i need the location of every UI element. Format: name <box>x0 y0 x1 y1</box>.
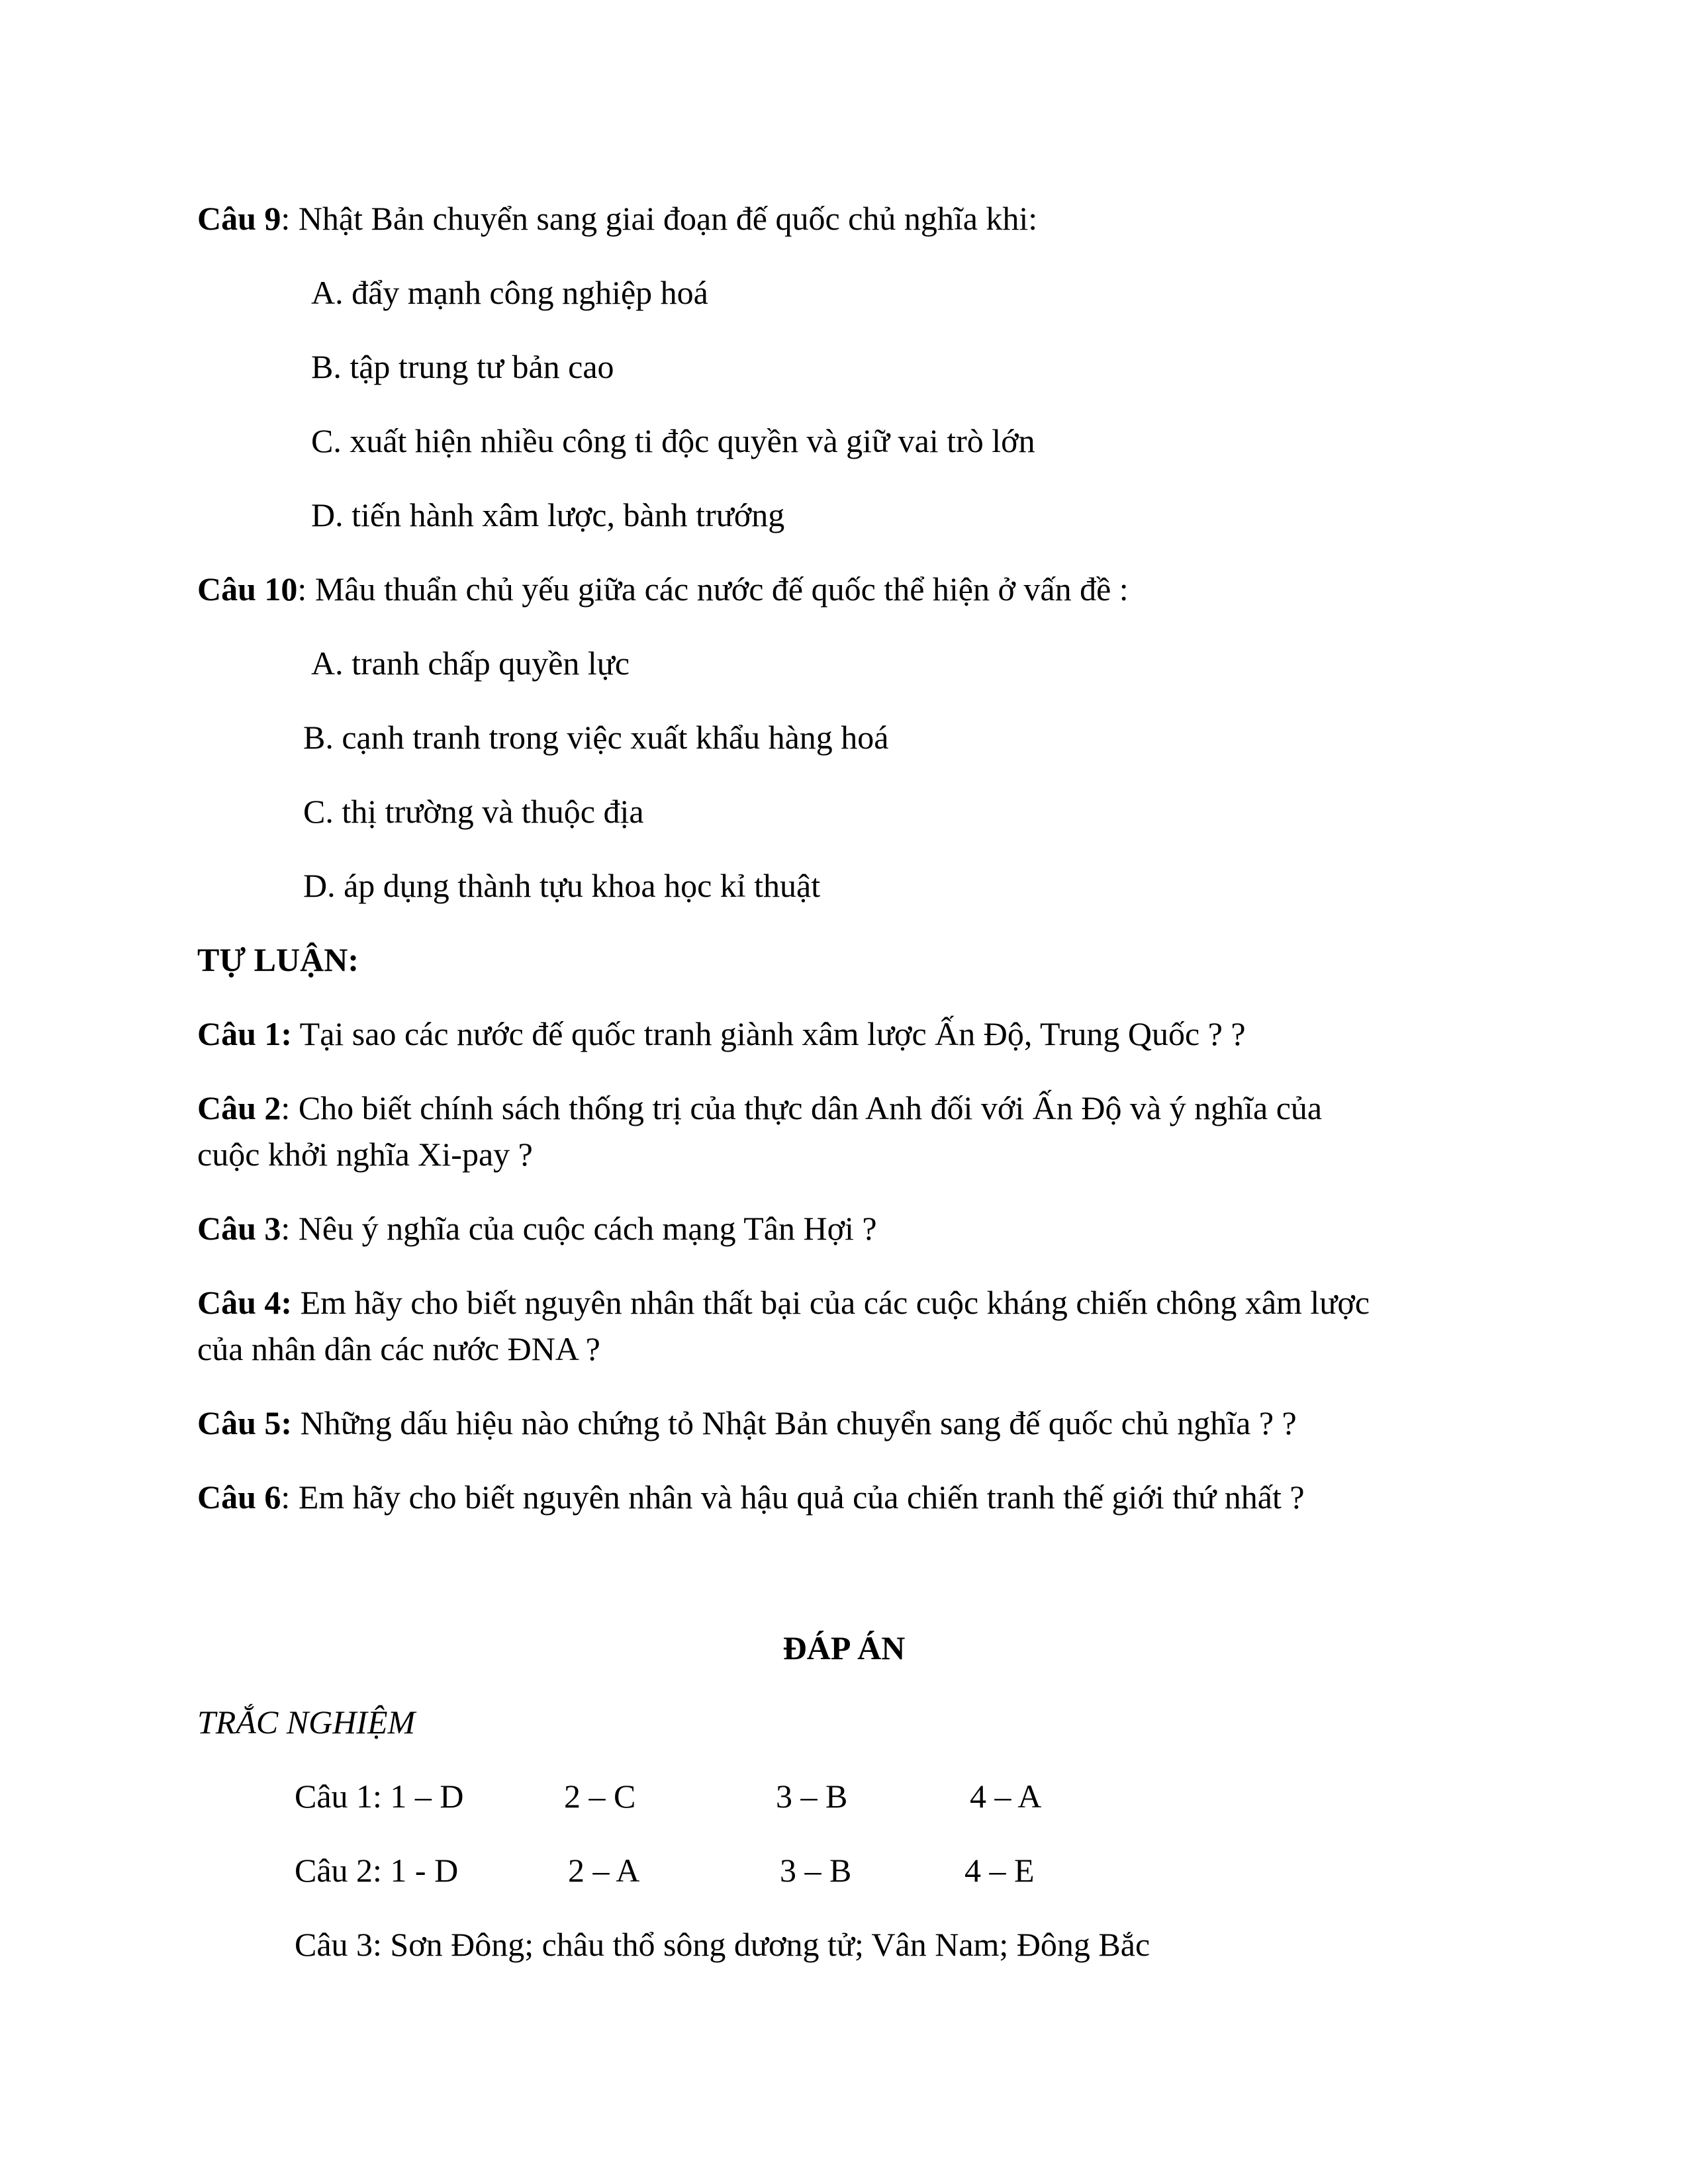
question-text: : Nhật Bản chuyển sang giai đoạn đế quốc chủ nghĩa khi: <box>281 200 1038 237</box>
question-10 <box>197 569 1129 609</box>
question-label: Câu 4: <box>197 1284 293 1321</box>
answers-subheading: TRẮC NGHIỆM <box>197 1704 416 1741</box>
question-text: : Cho biết chính sách thống trị của thực dân Anh đối với Ấn Độ và ý nghĩa của <box>281 1089 1323 1126</box>
answers-heading: ĐÁP ÁN <box>782 1629 906 1666</box>
answer-cell: 2 – C <box>564 1778 636 1815</box>
question-9-option-a: A. đẩy mạnh công nghiệp hoá <box>311 274 708 311</box>
question-label: Câu 6 <box>197 1479 281 1516</box>
question-text: Em hãy cho biết nguyên nhân thất bại của các cuộc kháng chiến chông xâm lược <box>292 1284 1370 1321</box>
question-text: Tại sao các nước đế quốc tranh giành xâm lược Ấn Độ, Trung Quốc ? ? <box>292 1015 1246 1052</box>
question-text: Những dấu hiệu nào chứng tỏ Nhật Bản chuyển sang đế quốc chủ nghĩa ? ? <box>292 1404 1297 1441</box>
essay-question-3 <box>197 1208 877 1248</box>
question-9-option-d: D. tiến hành xâm lược, bành trướng <box>311 496 785 533</box>
answer-cell: 3 – B <box>780 1852 852 1889</box>
essay-question-5 <box>197 1403 1297 1443</box>
question-label: Câu 1: <box>197 1015 293 1052</box>
essay-heading: TỰ LUẬN: <box>197 941 359 978</box>
question-text: : Mâu thuẩn chủ yếu giữa các nước đế quốc thể hiện ở vấn đề : <box>297 570 1129 608</box>
question-text: : Nêu ý nghĩa của cuộc cách mạng Tân Hợi ? <box>281 1210 877 1247</box>
question-text: : Em hãy cho biết nguyên nhân và hậu quả của chiến tranh thế giới thứ nhất ? <box>281 1479 1305 1516</box>
answer-cell: 4 – A <box>970 1778 1042 1815</box>
essay-question-6 <box>197 1477 1305 1517</box>
question-label: Câu 2 <box>197 1089 281 1126</box>
question-label: Câu 3 <box>197 1210 281 1247</box>
answer-cell: Câu 1: 1 – D <box>295 1778 464 1815</box>
question-label: Câu 10 <box>197 570 298 608</box>
question-label: Câu 9 <box>197 200 281 237</box>
question-9 <box>197 199 1037 238</box>
essay-question-1 <box>197 1014 1246 1054</box>
answer-cell: 4 – E <box>964 1852 1035 1889</box>
question-9-option-c: C. xuất hiện nhiều công ti độc quyền và giữ vai trò lớn <box>311 422 1035 459</box>
question-10-option-c: C. thị trường và thuộc địa <box>303 793 644 830</box>
question-10-option-d: D. áp dụng thành tựu khoa học kỉ thuật <box>303 867 821 904</box>
essay-question-2 <box>197 1088 1322 1128</box>
essay-question-2-continued: cuộc khởi nghĩa Xi-pay ? <box>197 1136 533 1173</box>
answer-row-3: Câu 3: Sơn Đông; châu thổ sông dương tử; Vân Nam; Đông Bắc <box>295 1926 1150 1963</box>
question-10-option-b: B. cạnh tranh trong việc xuất khẩu hàng hoá <box>303 719 889 756</box>
essay-question-4 <box>197 1283 1370 1322</box>
answer-cell: Câu 2: 1 - D <box>295 1852 459 1889</box>
question-label: Câu 5: <box>197 1404 293 1441</box>
answer-cell: 3 – B <box>776 1778 848 1815</box>
answer-cell: 2 – A <box>568 1852 640 1889</box>
question-9-option-b: B. tập trung tư bản cao <box>311 348 614 385</box>
question-10-option-a: A. tranh chấp quyền lực <box>311 645 630 682</box>
essay-question-4-continued: của nhân dân các nước ĐNA ? <box>197 1330 600 1367</box>
